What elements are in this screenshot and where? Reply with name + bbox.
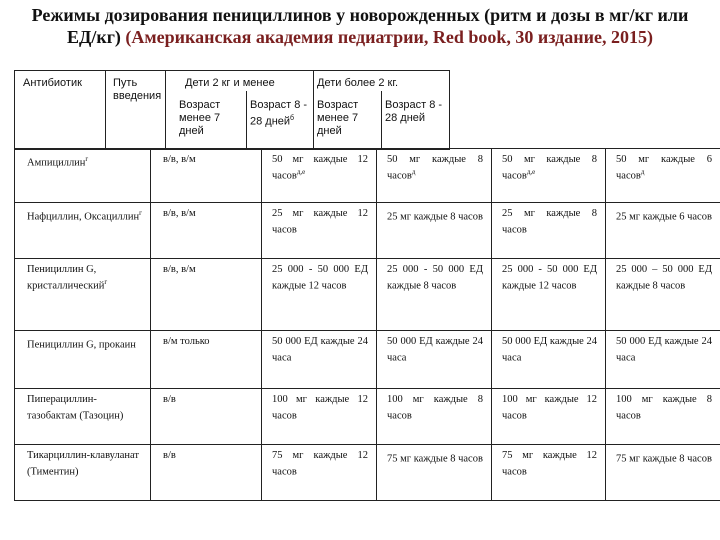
header-age-8-28-a: Возраст 8 - 28 дней$^б$ — [250, 99, 308, 128]
title-units: ЕД/кг) — [66, 27, 121, 47]
dose-lt2kg-lt7d: 25 000 - 50 000 ЕД каждые 12 часов — [262, 259, 377, 331]
table-row — [15, 203, 720, 259]
dose-lt2kg-8-28d: 25 000 - 50 000 ЕД каждые 8 часов — [377, 259, 492, 331]
table-row — [15, 259, 720, 331]
header-antibiotic: Антибиотик — [23, 77, 82, 89]
dose-gt2kg-8-28d: 50 мг каждые 6 часов$^д$ — [606, 149, 720, 203]
drug-name: Пенициллин G, прокаин — [15, 331, 151, 389]
dosing-table — [14, 148, 720, 501]
dose-lt2kg-8-28d: 50 мг каждые 8 часов$^д$ — [377, 149, 492, 203]
route-cell: в/в, в/м — [151, 259, 262, 331]
title-line-2 — [14, 26, 706, 48]
dose-lt2kg-lt7d: 25 мг каждые 12 часов — [262, 203, 377, 259]
dose-gt2kg-8-28d: 25 000 – 50 000 ЕД каждые 8 часов — [606, 259, 720, 331]
dose-lt2kg-lt7d: 50 000 ЕД каждые 24 часа — [262, 331, 377, 389]
dose-gt2kg-8-28d: 75 мг каждые 8 часов — [606, 445, 720, 501]
table-row — [15, 331, 720, 389]
dose-gt2kg-8-28d: 50 000 ЕД каждые 24 часа — [606, 331, 720, 389]
dose-lt2kg-lt7d: 100 мг каждые 12 часов — [262, 389, 377, 445]
page-title — [14, 4, 706, 48]
dose-gt2kg-lt7d: 50 000 ЕД каждые 24 часа — [492, 331, 606, 389]
drug-name: Пенициллин G, кристаллический$^г$ — [15, 259, 151, 331]
drug-name: Нафциллин, Оксациллин$^г$ — [15, 203, 151, 259]
route-cell: в/м только — [151, 331, 262, 389]
dose-lt2kg-lt7d: 50 мг каждые 12 часов$^{д,е}$ — [262, 149, 377, 203]
drug-name: Тикарциллин-клавуланат (Тиментин) — [15, 445, 151, 501]
drug-name: Ампициллин$^г$ — [15, 149, 151, 203]
dose-gt2kg-8-28d: 25 мг каждые 6 часов — [606, 203, 720, 259]
header-age-8-28-b: Возраст 8 - 28 дней — [385, 99, 443, 124]
route-cell: в/в — [151, 389, 262, 445]
route-cell: в/в, в/м — [151, 149, 262, 203]
title-source: (Американская академия педиатрии, Red book, 30 издание, 2015) — [125, 27, 653, 47]
dose-lt2kg-8-28d: 100 мг каждые 8 часов — [377, 389, 492, 445]
header-age-lt7-a: Возраст менее 7 дней — [179, 99, 221, 137]
header-group-under-2kg: Дети 2 кг и менее — [185, 77, 275, 89]
dose-lt2kg-8-28d: 50 000 ЕД каждые 24 часа — [377, 331, 492, 389]
table-row — [15, 445, 720, 501]
dose-gt2kg-8-28d: 100 мг каждые 8 часов — [606, 389, 720, 445]
route-cell: в/в, в/м — [151, 203, 262, 259]
dose-lt2kg-8-28d: 75 мг каждые 8 часов — [377, 445, 492, 501]
dose-gt2kg-lt7d: 50 мг каждые 8 часов$^{д,е}$ — [492, 149, 606, 203]
header-route: Путь введения — [113, 77, 162, 102]
table-header — [14, 70, 450, 150]
table-row — [15, 389, 720, 445]
route-cell: в/в — [151, 445, 262, 501]
dose-lt2kg-lt7d: 75 мг каждые 12 часов — [262, 445, 377, 501]
dose-gt2kg-lt7d: 75 мг каждые 12 часов — [492, 445, 606, 501]
dose-gt2kg-lt7d: 25 000 - 50 000 ЕД каждые 12 часов — [492, 259, 606, 331]
table-row — [15, 149, 720, 203]
header-age-lt7-b: Возраст менее 7 дней — [317, 99, 359, 137]
dose-lt2kg-8-28d: 25 мг каждые 8 часов — [377, 203, 492, 259]
drug-name: Пиперациллин-тазобактам (Тазоцин) — [15, 389, 151, 445]
dose-gt2kg-lt7d: 25 мг каждые 8 часов — [492, 203, 606, 259]
dose-gt2kg-lt7d: 100 мг каждые 12 часов — [492, 389, 606, 445]
header-group-over-2kg: Дети более 2 кг. — [317, 77, 399, 89]
title-line-1: Режимы дозирования пенициллинов у новорожденных (ритм и дозы в мг/кг или — [31, 5, 689, 25]
